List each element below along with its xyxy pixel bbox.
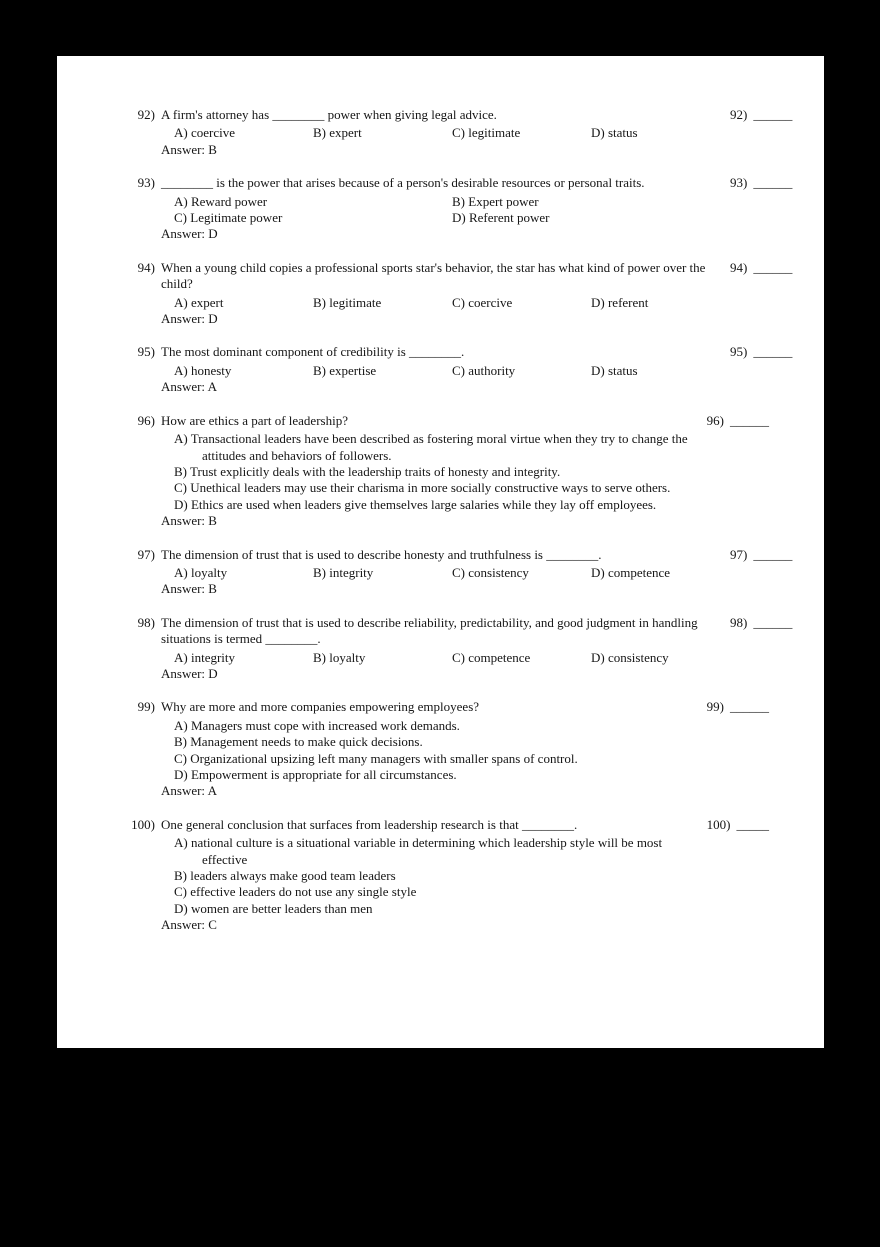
margin-question-number: 95)	[730, 344, 748, 360]
question-number: 95)	[137, 344, 155, 360]
question-body	[57, 344, 730, 395]
option: A) Managers must cope with increased work demands.	[174, 717, 460, 733]
options-row	[174, 565, 730, 581]
question-text: Why are more and more companies empowering employees?	[161, 699, 480, 715]
option: D) Ethics are used when leaders give themselves large salaries while they lay off employees.	[174, 496, 657, 512]
question-body	[57, 175, 730, 243]
margin-answer-blank: ______	[753, 259, 793, 275]
question-body	[57, 817, 697, 934]
page-content	[57, 56, 824, 934]
question-block	[57, 699, 824, 799]
option: A) honesty	[174, 362, 232, 378]
option: D) Empowerment is appropriate for all circumstances.	[174, 767, 457, 782]
margin-question-number: 100)	[706, 816, 731, 832]
question-block	[57, 615, 824, 683]
option: D) status	[591, 362, 638, 378]
answer-text: Answer: D	[161, 311, 218, 327]
options-row	[174, 295, 730, 311]
margin-answer-blank: ______	[753, 175, 793, 191]
margin-answer-area	[697, 413, 769, 429]
option: C) Unethical leaders may use their charisma in more socially constructive ways to serve others.	[174, 480, 671, 496]
option: B) integrity	[313, 564, 374, 580]
option: A) Transactional leaders have been described as fostering moral virtue when they try to change the attitudes and behaviors of followers.	[174, 431, 688, 463]
option: A) integrity	[174, 649, 236, 665]
question-text: The most dominant component of credibility is ________.	[161, 344, 465, 360]
margin-answer-blank: ______	[730, 412, 769, 428]
question-block	[57, 413, 824, 530]
option: B) expert	[313, 125, 362, 141]
margin-question-number: 99)	[706, 699, 724, 715]
option: B) Expert power	[452, 193, 539, 209]
options-row	[174, 363, 730, 379]
option: C) Organizational upsizing left many managers with smaller spans of control.	[174, 750, 578, 766]
option: C) Legitimate power	[174, 210, 283, 226]
question-stem	[57, 175, 730, 191]
option: C) competence	[452, 649, 531, 665]
question-stem	[57, 615, 730, 648]
option: A) national culture is a situational variable in determining which leadership style will be most effective	[174, 835, 663, 867]
question-block	[57, 817, 824, 934]
answer-text: Answer: D	[161, 226, 218, 242]
question-body	[57, 699, 697, 799]
answer-text: Answer: B	[161, 513, 217, 529]
question-block	[57, 107, 824, 158]
question-number: 92)	[137, 107, 155, 122]
margin-answer-area	[697, 817, 769, 833]
margin-answer-area	[730, 344, 792, 360]
margin-answer-area	[730, 107, 792, 123]
answer-text: Answer: A	[161, 783, 217, 799]
question-block	[57, 547, 824, 598]
option: C) authority	[452, 362, 516, 378]
option: A) loyalty	[174, 564, 228, 580]
document-page	[57, 56, 824, 1048]
question-block	[57, 344, 824, 395]
question-number: 97)	[137, 546, 155, 562]
margin-answer-blank: ______	[753, 107, 793, 122]
margin-answer-blank: _____	[736, 816, 769, 832]
margin-answer-area	[730, 175, 792, 191]
question-text: One general conclusion that surfaces from leadership research is that ________.	[161, 816, 578, 832]
option: A) coercive	[174, 125, 235, 141]
question-text: The dimension of trust that is used to describe honesty and truthfulness is ________.	[161, 546, 602, 562]
option: D) women are better leaders than men	[174, 900, 373, 916]
option: B) Management needs to make quick decisions.	[174, 734, 423, 750]
option: C) effective leaders do not use any single style	[174, 884, 417, 900]
margin-question-number: 94)	[730, 259, 748, 275]
margin-answer-blank: ______	[753, 614, 793, 630]
question-body	[57, 260, 730, 328]
question-body	[57, 547, 730, 598]
question-stem	[57, 547, 730, 563]
option: D) status	[591, 125, 638, 141]
margin-answer-area	[730, 547, 792, 563]
options-list	[174, 431, 697, 513]
margin-answer-area	[697, 699, 769, 715]
margin-answer-blank: ______	[730, 699, 769, 715]
question-stem	[57, 817, 697, 833]
options-row	[174, 194, 730, 210]
options-list	[174, 718, 697, 784]
option: C) coercive	[452, 294, 513, 310]
option: A) Reward power	[174, 193, 268, 209]
question-number: 100)	[131, 816, 155, 832]
question-body	[57, 413, 697, 530]
options-row	[174, 650, 730, 666]
option: B) expertise	[313, 362, 377, 378]
margin-question-number: 98)	[730, 614, 748, 630]
option: D) referent	[591, 294, 649, 310]
question-block	[57, 260, 824, 328]
question-text: ________ is the power that arises because of a person's desirable resources or personal traits.	[161, 175, 645, 191]
question-text: How are ethics a part of leadership?	[161, 412, 348, 428]
question-text: The dimension of trust that is used to describe reliability, predictability, and good judgment in handling situations is termed ________.	[161, 614, 698, 647]
question-stem	[57, 107, 730, 123]
margin-question-number: 97)	[730, 546, 748, 562]
answer-text: Answer: B	[161, 581, 217, 597]
question-body	[57, 107, 730, 158]
question-stem	[57, 344, 730, 360]
answer-text: Answer: B	[161, 141, 217, 157]
question-number: 93)	[137, 175, 155, 191]
option: D) Referent power	[452, 210, 550, 226]
option: C) legitimate	[452, 125, 521, 141]
margin-answer-area	[730, 260, 792, 276]
answer-text: Answer: D	[161, 665, 218, 681]
margin-question-number: 92)	[730, 107, 748, 122]
options-row	[174, 210, 730, 226]
options-row	[174, 125, 730, 141]
question-stem	[57, 260, 730, 293]
margin-answer-blank: ______	[753, 344, 793, 360]
option: D) competence	[591, 564, 671, 580]
option: D) consistency	[591, 649, 669, 665]
question-number: 94)	[137, 259, 155, 275]
question-stem	[57, 699, 697, 715]
margin-question-number: 93)	[730, 175, 748, 191]
margin-answer-blank: ______	[753, 546, 793, 562]
question-block	[57, 175, 824, 243]
margin-question-number: 96)	[706, 412, 724, 428]
options-list	[174, 835, 697, 917]
answer-text: Answer: A	[161, 379, 217, 395]
option: B) legitimate	[313, 294, 382, 310]
question-number: 99)	[137, 699, 155, 715]
option: B) leaders always make good team leaders	[174, 868, 396, 884]
option: C) consistency	[452, 564, 529, 580]
option: A) expert	[174, 294, 224, 310]
question-text: When a young child copies a professional sports star's behavior, the star has what kind of power over the child?	[161, 259, 706, 292]
option: B) loyalty	[313, 649, 366, 665]
question-number: 96)	[137, 412, 155, 428]
question-body	[57, 615, 730, 683]
answer-text: Answer: C	[161, 917, 217, 933]
question-number: 98)	[137, 614, 155, 630]
question-text: A firm's attorney has ________ power when giving legal advice.	[161, 107, 497, 122]
question-stem	[57, 413, 697, 429]
option: B) Trust explicitly deals with the leadership traits of honesty and integrity.	[174, 463, 561, 479]
margin-answer-area	[730, 615, 792, 631]
